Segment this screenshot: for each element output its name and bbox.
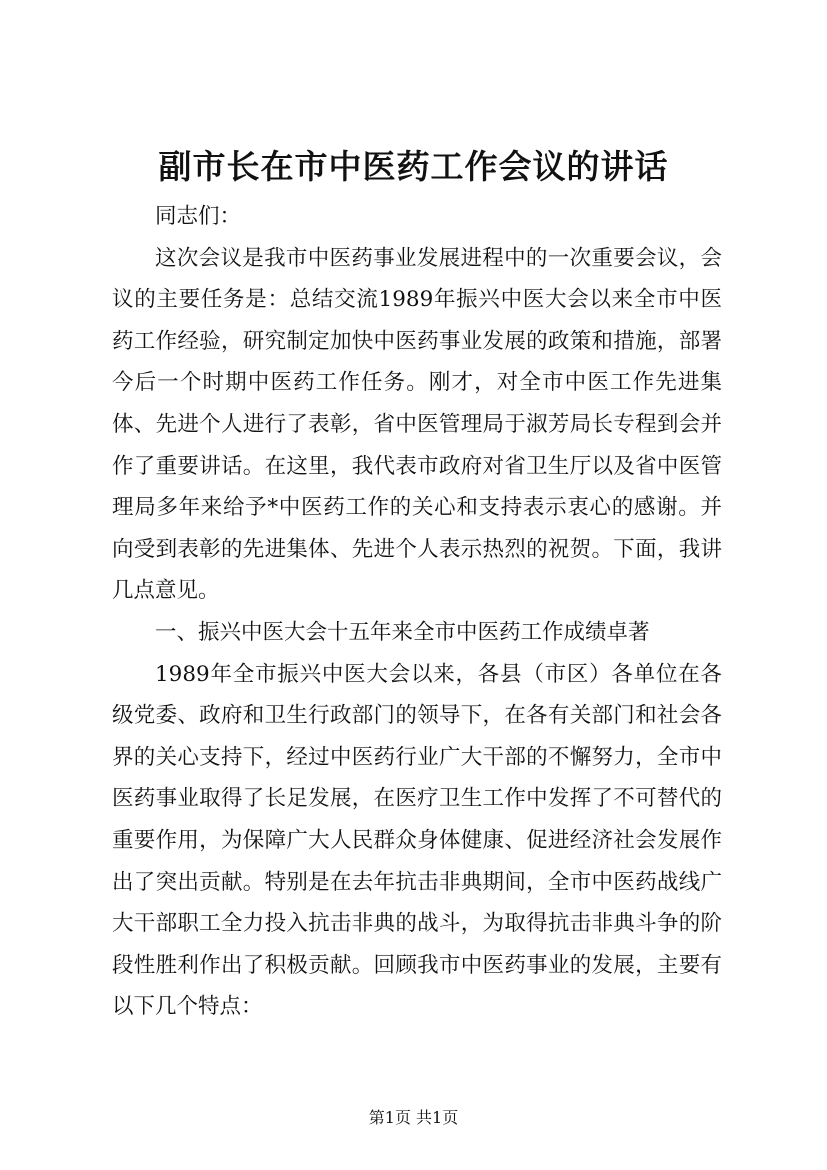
section-heading: 一、振兴中医大会十五年来全市中医药工作成绩卓著	[155, 619, 650, 645]
page-footer	[0, 1106, 827, 1130]
salutation-paragraph: 同志们：	[155, 204, 242, 229]
page-number: 第1页	[368, 1108, 411, 1127]
page-title: 副市长在市中医药工作会议的讲话	[158, 147, 669, 186]
achievements-paragraph: 1989年全市振兴中医大会以来，各县（市区）各单位在各级党委、政府和卫生行政部门的领导下，在各有关部门和社会各界的关心支持下，经过中医药行业广大干部的不懈努力，全市中医药事业取得了长足发展，在医疗卫生工作中发挥了不可替代的重要作用，为保障广大人民群众身体健康、促进经济社会发展作出了突出贡献。特别是在去年抗击非典期间，全市中医药战线广大干部职工全力投入抗击非典的战斗，为取得抗击非典斗争的阶段性胜利作出了积极贡献。回顾我市中医药事业的发展，主要有以下几个特点：	[112, 661, 722, 1020]
document-body	[112, 196, 722, 1028]
page-total: 共1页	[416, 1108, 459, 1127]
intro-paragraph: 这次会议是我市中医药事业发展进程中的一次重要会议，会议的主要任务是：总结交流1989年振兴中医大会以来全市中医药工作经验，研究制定加快中医药事业发展的政策和措施，部署今后一个时期中医药工作任务。刚才，对全市中医工作先进集体、先进个人进行了表彰，省中医管理局于淑芳局长专程到会并作了重要讲话。在这里，我代表市政府对省卫生厅以及省中医管理局多年来给予*中医药工作的关心和支持表示衷心的感谢。并向受到表彰的先进集体、先进个人表示热烈的祝贺。下面，我讲几点意见。	[112, 245, 722, 604]
